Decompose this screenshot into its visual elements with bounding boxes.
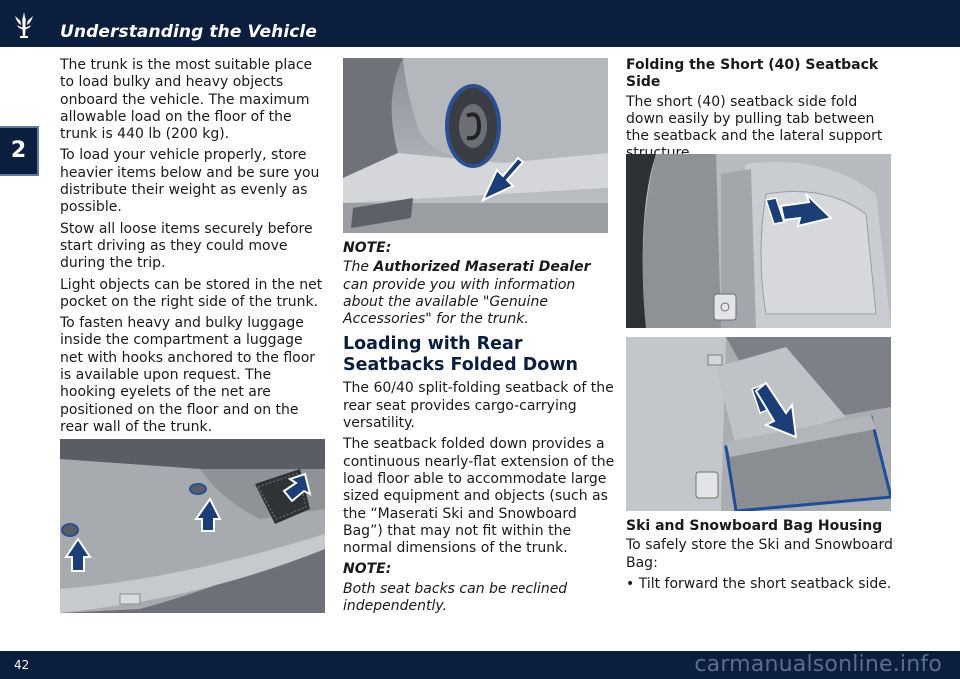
chapter-tab [0, 126, 39, 176]
note-label: NOTE: [343, 561, 392, 578]
figure-trunk-wall-hook [343, 58, 608, 233]
paragraph: The seatback folded down provides a continuous nearly-flat extension of the load floor able to accommodate large sized equipment and objects (such as the “Maserati Ski and Snowboard Bag”) that may not fit within the normal dimensions of the trunk. [343, 436, 615, 557]
page-number: 42 [14, 658, 30, 672]
note-suffix: can provide you with information about the available "Genuine Accessories" for the trunk. [343, 276, 576, 328]
column-1 [60, 57, 328, 440]
page-title: Understanding the Vehicle [60, 22, 317, 42]
subsection-title: Ski and Snowboard Bag Housing [626, 518, 883, 534]
paragraph: To safely store the Ski and Snowboard Bag: [626, 537, 893, 571]
dealer-name: Authorized Maserati Dealer [373, 259, 591, 276]
column-3-bottom [626, 518, 896, 593]
section-title: Loading with Rear Seatbacks Folded Down [343, 334, 578, 376]
paragraph: To load your vehicle properly, store heavier items below and be sure you distribute their weight as evenly as possible. [60, 147, 320, 216]
column-3-top [626, 57, 896, 167]
header-bar [0, 0, 960, 47]
column-2 [343, 240, 615, 619]
subsection-title: Folding the Short (40) Seatback Side [626, 57, 879, 91]
footer-bar [0, 651, 960, 679]
paragraph: The short (40) seatback side fold down easily by pulling tab between the seatback and the lateral support [626, 93, 883, 145]
paragraph: Stow all loose items securely before start driving as they could move during the trip. [60, 220, 313, 272]
maserati-trident-icon [8, 9, 40, 41]
note-label: NOTE: [343, 240, 392, 256]
figure-seatback-tab [626, 154, 891, 328]
bullet-item: • Tilt forward the short seatback side. [626, 575, 892, 592]
note-prefix: The [343, 259, 374, 276]
watermark[interactable]: carmanualsonline.info [694, 652, 942, 677]
note-text: Both seat backs can be reclined independently. [343, 580, 568, 615]
chapter-number: 2 [10, 138, 27, 163]
paragraph: The 60/40 split-folding seatback of the rear seat provides cargo-carrying versatility. [343, 380, 614, 432]
paragraph: The trunk is the most suitable place to load bulky and heavy objects onboard the vehicle. The maximum allowable load on the floor of the trunk is 440 lb (200 kg). [60, 57, 313, 143]
figure-folded-seatback [626, 337, 891, 511]
note-text [343, 259, 615, 328]
paragraph: To fasten heavy and bulky luggage inside the compartment a luggage net with hooks anchored to the floor is available upon request. The hooking eyelets of the net are positioned on the floor and on the rear wall of the trunk. [60, 315, 316, 435]
figure-trunk-floor-eyelets [60, 439, 325, 613]
paragraph: Light objects can be stored in the net pocket on the right side of the trunk. [60, 276, 323, 310]
